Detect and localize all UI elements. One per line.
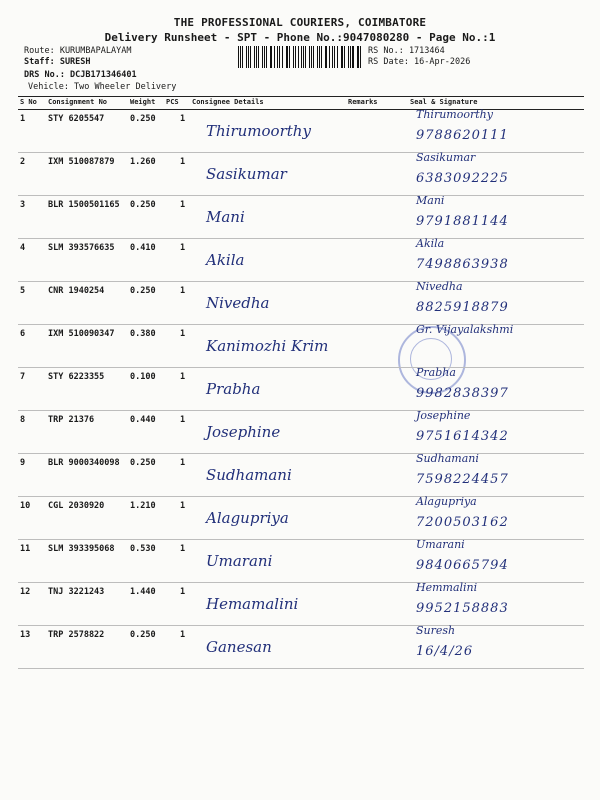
table-row — [18, 540, 584, 583]
pcs-value: 1 — [180, 372, 186, 382]
consignee-name-handwritten: Mani — [206, 208, 245, 226]
pcs-value: 1 — [180, 458, 186, 468]
table-row — [18, 454, 584, 497]
col-consignee: Consignee Details — [192, 98, 264, 106]
pcs-value: 1 — [180, 114, 186, 124]
consignment-number: BLR 1500501165 — [48, 200, 120, 210]
pcs-value: 1 — [180, 329, 186, 339]
weight-value: 1.440 — [130, 587, 156, 597]
consignment-number: TNJ 3221243 — [48, 587, 105, 597]
serial-number: 1 — [20, 114, 26, 124]
col-remarks: Remarks — [348, 98, 378, 106]
barcode-bar — [238, 46, 239, 68]
pcs-value: 1 — [180, 544, 186, 554]
serial-number: 8 — [20, 415, 26, 425]
pcs-value: 1 — [180, 200, 186, 210]
signature-handwritten: Nivedha — [416, 280, 463, 293]
weight-value: 0.440 — [130, 415, 156, 425]
weight-value: 0.380 — [130, 329, 156, 339]
serial-number: 4 — [20, 243, 26, 253]
signature-handwritten: Suresh — [416, 624, 456, 637]
vehicle-label: Vehicle: Two Wheeler Delivery — [28, 82, 177, 92]
runsheet-title: THE PROFESSIONAL COURIERS, COIMBATORE — [173, 16, 427, 29]
barcode-bar — [305, 46, 306, 68]
barcode-bar — [282, 46, 283, 68]
col-signature: Seal & Signature — [410, 98, 478, 106]
weight-value: 0.250 — [130, 114, 156, 124]
consignee-name-handwritten: Sasikumar — [206, 165, 287, 183]
consignee-name-handwritten: Umarani — [206, 552, 273, 570]
rs-number: RS No.: 1713464 — [368, 46, 445, 56]
signature-handwritten: Gr. Vijayalakshmi — [416, 323, 514, 336]
table-row — [18, 411, 584, 454]
pcs-value: 1 — [180, 501, 186, 511]
consignment-number: IXM 510087879 — [48, 157, 115, 167]
barcode-bar — [254, 46, 255, 68]
signature-handwritten: Alagupriya — [416, 495, 477, 508]
weight-value: 0.100 — [130, 372, 156, 382]
consignment-number: SLM 393395068 — [48, 544, 115, 554]
pcs-value: 1 — [180, 157, 186, 167]
signature-handwritten: Hemmalini — [416, 581, 478, 594]
phone-handwritten: 7598224457 — [416, 472, 509, 487]
barcode-bar — [289, 46, 290, 68]
consignee-name-handwritten: Josephine — [206, 423, 281, 441]
barcode-bar — [313, 46, 314, 68]
signature-handwritten: Thirumoorthy — [416, 108, 493, 121]
serial-number: 6 — [20, 329, 26, 339]
serial-number: 3 — [20, 200, 26, 210]
col-weight: Weight — [130, 98, 156, 106]
barcode-bar — [258, 46, 259, 68]
serial-number: 7 — [20, 372, 26, 382]
barcode-bar — [337, 46, 338, 68]
barcode-bar — [326, 46, 327, 68]
staff-label: Staff: SURESH — [24, 57, 91, 67]
weight-value: 0.410 — [130, 243, 156, 253]
barcode-bar — [360, 46, 361, 68]
barcode-bar — [246, 46, 247, 68]
phone-handwritten: 9788620111 — [416, 128, 509, 143]
table-row — [18, 583, 584, 626]
serial-number: 10 — [20, 501, 31, 511]
serial-number: 5 — [20, 286, 26, 296]
consignment-number: CNR 1940254 — [48, 286, 105, 296]
consignee-name-handwritten: Ganesan — [206, 638, 272, 656]
pcs-value: 1 — [180, 243, 186, 253]
consignment-number: CGL 2030920 — [48, 501, 105, 511]
phone-handwritten: 16/4/26 — [416, 644, 474, 659]
consignment-number: TRP 21376 — [48, 415, 95, 425]
table-row — [18, 110, 584, 153]
signature-handwritten: Sasikumar — [416, 151, 476, 164]
phone-handwritten: 7498863938 — [416, 257, 509, 272]
barcode-bar — [309, 46, 310, 68]
barcode-image — [238, 46, 364, 68]
table-row — [18, 153, 584, 196]
table-row — [18, 368, 584, 411]
barcode-bar — [277, 46, 278, 68]
route-label: Route: KURUMBAPALAYAM — [24, 46, 132, 56]
signature-handwritten: Prabha — [416, 366, 456, 379]
consignee-name-handwritten: Kanimozhi Krim — [206, 337, 329, 355]
col-sno: S No — [20, 98, 37, 106]
serial-number: 9 — [20, 458, 26, 468]
signature-handwritten: Josephine — [416, 409, 471, 422]
serial-number: 13 — [20, 630, 31, 640]
consignment-number: STY 6223355 — [48, 372, 105, 382]
consignment-number: STY 6205547 — [48, 114, 105, 124]
pcs-value: 1 — [180, 630, 186, 640]
barcode-bar — [350, 46, 351, 68]
consignee-name-handwritten: Prabha — [206, 380, 261, 398]
serial-number: 11 — [20, 544, 31, 554]
consignment-number: SLM 393576635 — [48, 243, 115, 253]
table-row — [18, 626, 584, 669]
barcode-bar — [274, 46, 275, 68]
signature-handwritten: Sudhamani — [416, 452, 479, 465]
table-row — [18, 497, 584, 540]
barcode-bar — [344, 46, 345, 68]
phone-handwritten: 9840665794 — [416, 558, 509, 573]
barcode-bar — [295, 46, 296, 68]
barcode-bar — [321, 46, 322, 68]
consignee-name-handwritten: Hemamalini — [206, 595, 299, 613]
barcode-bar — [352, 46, 353, 68]
serial-number: 12 — [20, 587, 31, 597]
consignee-name-handwritten: Sudhamani — [206, 466, 292, 484]
table-row — [18, 239, 584, 282]
signature-handwritten: Umarani — [416, 538, 465, 551]
barcode-bar — [250, 46, 251, 68]
weight-value: 0.530 — [130, 544, 156, 554]
phone-handwritten: 9791881144 — [416, 214, 509, 229]
table-body — [18, 110, 584, 669]
phone-handwritten: 8825918879 — [416, 300, 509, 315]
pcs-value: 1 — [180, 286, 186, 296]
consignee-name-handwritten: Thirumoorthy — [206, 122, 311, 140]
weight-value: 0.250 — [130, 200, 156, 210]
phone-handwritten: 9751614342 — [416, 429, 509, 444]
weight-value: 0.250 — [130, 286, 156, 296]
phone-handwritten: 9952158883 — [416, 601, 509, 616]
table-row — [18, 196, 584, 239]
signature-handwritten: Mani — [416, 194, 445, 207]
consignee-name-handwritten: Akila — [206, 251, 245, 269]
drs-number: DRS No.: DCJB171346401 — [24, 70, 137, 80]
consignee-name-handwritten: Alagupriya — [206, 509, 289, 527]
barcode-bar — [266, 46, 267, 68]
phone-handwritten: 7200503162 — [416, 515, 509, 530]
serial-number: 2 — [20, 157, 26, 167]
consignment-number: TRP 2578822 — [48, 630, 105, 640]
col-consignment: Consignment No — [48, 98, 108, 106]
runsheet-table — [18, 96, 584, 669]
phone-handwritten: 6383092225 — [416, 171, 509, 186]
weight-value: 0.250 — [130, 630, 156, 640]
consignment-number: IXM 510090347 — [48, 329, 115, 339]
barcode-bar — [298, 46, 299, 68]
pcs-value: 1 — [180, 587, 186, 597]
barcode-bar — [334, 46, 335, 68]
weight-value: 0.250 — [130, 458, 156, 468]
phone-handwritten: 9982838397 — [416, 386, 509, 401]
weight-value: 1.210 — [130, 501, 156, 511]
runsheet-subtitle: Delivery Runsheet - SPT - Phone No.:9047080280 - Page No.:1 — [104, 31, 496, 44]
rs-date: RS Date: 16-Apr-2026 — [368, 57, 471, 67]
pcs-value: 1 — [180, 415, 186, 425]
consignee-name-handwritten: Nivedha — [206, 294, 270, 312]
table-row — [18, 282, 584, 325]
table-row — [18, 325, 584, 368]
weight-value: 1.260 — [130, 157, 156, 167]
table-header — [18, 97, 584, 110]
consignment-number: BLR 9000340098 — [48, 458, 120, 468]
signature-handwritten: Akila — [416, 237, 445, 250]
col-pcs: PCS — [166, 98, 179, 106]
